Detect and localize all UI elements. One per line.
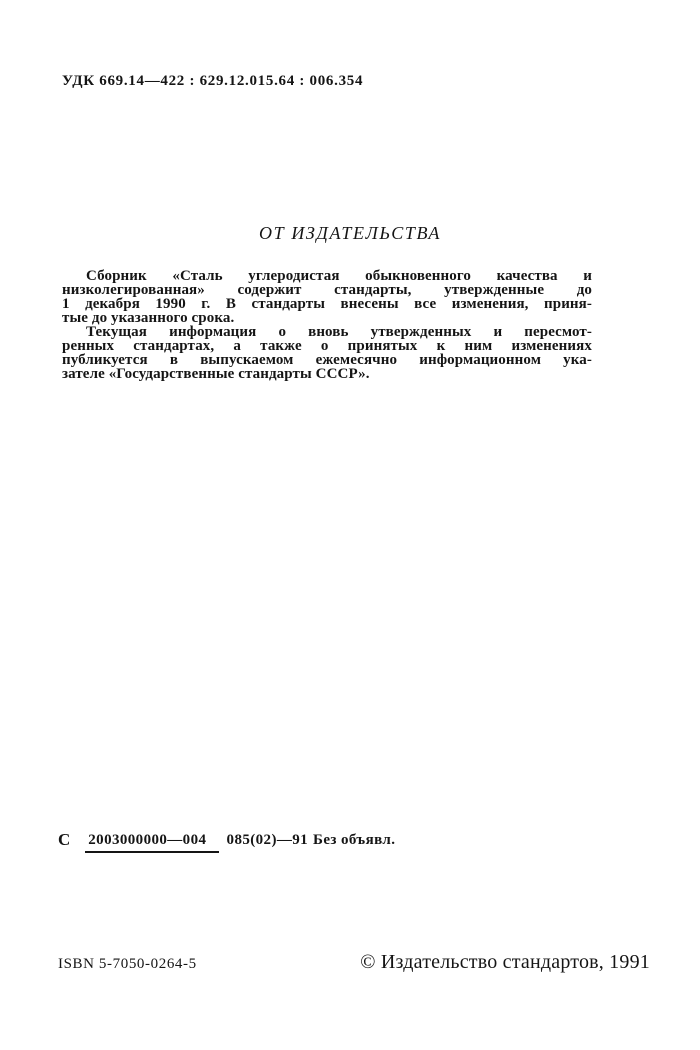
catalog-fraction	[85, 832, 308, 849]
paragraph-line: 1 декабря 1990 г. В стандарты внесены все изменения, приня-	[62, 296, 592, 312]
publisher-note	[62, 269, 592, 381]
copyright-notice: © Издательство стандартов, 1991	[360, 951, 650, 973]
catalog-fraction-denominator: 085(02)—91	[226, 831, 309, 848]
paragraph-line: Сборник «Сталь углеродистая обыкновенного качества и	[86, 268, 592, 284]
paragraph-line: низколегированная» содержит стандарты, утвержденные до	[62, 282, 592, 298]
paragraph-line: тые до указанного срока.	[62, 310, 235, 326]
paragraph-line: ренных стандартах, а также о принятых к ним изменениях	[62, 338, 592, 354]
paragraph-line: публикуется в выпускаемом ежемесячно информационном ука-	[62, 352, 592, 368]
isbn-number: ISBN 5-7050-0264-5	[58, 956, 197, 972]
imprint-row	[58, 951, 650, 974]
catalog-note: Без объявл.	[313, 831, 396, 848]
catalog-number-block	[58, 830, 395, 850]
catalog-fraction-numerator: 2003000000—004	[85, 832, 219, 853]
paragraph-line: Текущая информация о вновь утвержденных и пересмот-	[86, 324, 592, 340]
udk-classification: УДК 669.14—422 : 629.12.015.64 : 006.354	[62, 73, 364, 89]
paragraph-line: зателе «Государственные стандарты СССР».	[62, 366, 370, 382]
section-heading: ОТ ИЗДАТЕЛЬСТВА	[259, 223, 441, 243]
catalog-letter: С	[58, 830, 71, 849]
